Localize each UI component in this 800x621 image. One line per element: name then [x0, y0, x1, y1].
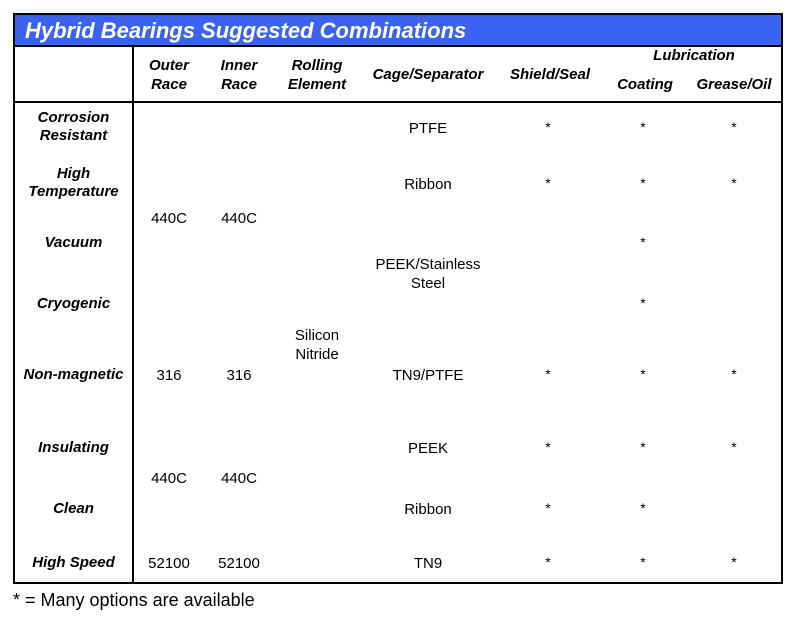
row-label-vacuum: Vacuum	[44, 234, 103, 251]
cage-tn9: TN9	[413, 555, 443, 572]
cage-tn9-ptfe: TN9/PTFE	[392, 367, 464, 384]
grease-mark: *	[731, 439, 737, 455]
header-inner-race: Inner Race	[220, 57, 258, 93]
grease-mark: *	[731, 175, 737, 191]
coating-mark: *	[640, 234, 646, 250]
shield-mark: *	[545, 175, 551, 191]
header-coating: Coating	[617, 76, 673, 93]
footnote: * = Many options are available	[13, 590, 255, 610]
coating-mark: *	[640, 500, 646, 516]
cage-ribbon-bottom: Ribbon	[404, 501, 452, 518]
coating-mark: *	[640, 554, 646, 570]
header-rolling-element: Rolling Element	[287, 57, 347, 93]
outer-race-316: 316	[156, 367, 182, 384]
table-frame	[13, 13, 783, 584]
cage-peek: PEEK	[407, 440, 449, 457]
cage-ribbon-top: Ribbon	[404, 176, 452, 193]
row-label-high-temperature: High Temperature	[28, 165, 119, 200]
inner-race-52100: 52100	[218, 555, 260, 572]
grease-mark: *	[731, 554, 737, 570]
rolling-element-silicon-nitride: Silicon Nitride	[294, 327, 340, 363]
header-lubrication: Lubrication	[653, 47, 735, 64]
table-title: Hybrid Bearings Suggested Combinations	[25, 18, 467, 43]
cage-ptfe: PTFE	[408, 120, 448, 137]
inner-race-440c-top: 440C	[221, 210, 257, 227]
grease-mark: *	[731, 366, 737, 382]
header-outer-race: Outer Race	[148, 57, 189, 93]
shield-mark: *	[545, 554, 551, 570]
shield-mark: *	[545, 439, 551, 455]
inner-race-316: 316	[226, 367, 252, 384]
header-shield-seal: Shield/Seal	[509, 66, 591, 83]
outer-race-52100: 52100	[148, 555, 190, 572]
row-label-insulating: Insulating	[38, 439, 109, 456]
row-label-corrosion-resistant: Corrosion Resistant	[37, 109, 110, 144]
row-label-high-speed: High Speed	[32, 554, 115, 571]
outer-race-440c-top: 440C	[151, 210, 187, 227]
coating-mark: *	[640, 175, 646, 191]
column-divider	[132, 45, 134, 584]
coating-mark: *	[640, 295, 646, 311]
shield-mark: *	[545, 366, 551, 382]
header-cage-separator: Cage/Separator	[372, 66, 484, 83]
shield-mark: *	[545, 500, 551, 516]
header-divider	[15, 101, 781, 103]
outer-race-440c-mid: 440C	[151, 470, 187, 487]
row-label-non-magnetic: Non-magnetic	[23, 366, 124, 383]
coating-mark: *	[640, 439, 646, 455]
grease-mark: *	[731, 119, 737, 135]
title-bar	[15, 15, 781, 47]
row-label-cryogenic: Cryogenic	[36, 295, 111, 312]
inner-race-440c-mid: 440C	[221, 470, 257, 487]
shield-mark: *	[545, 119, 551, 135]
cage-peek-stainless: PEEK/Stainless Steel	[375, 256, 481, 292]
header-grease-oil: Grease/Oil	[696, 76, 772, 93]
coating-mark: *	[640, 366, 646, 382]
row-label-clean: Clean	[53, 500, 94, 517]
coating-mark: *	[640, 119, 646, 135]
